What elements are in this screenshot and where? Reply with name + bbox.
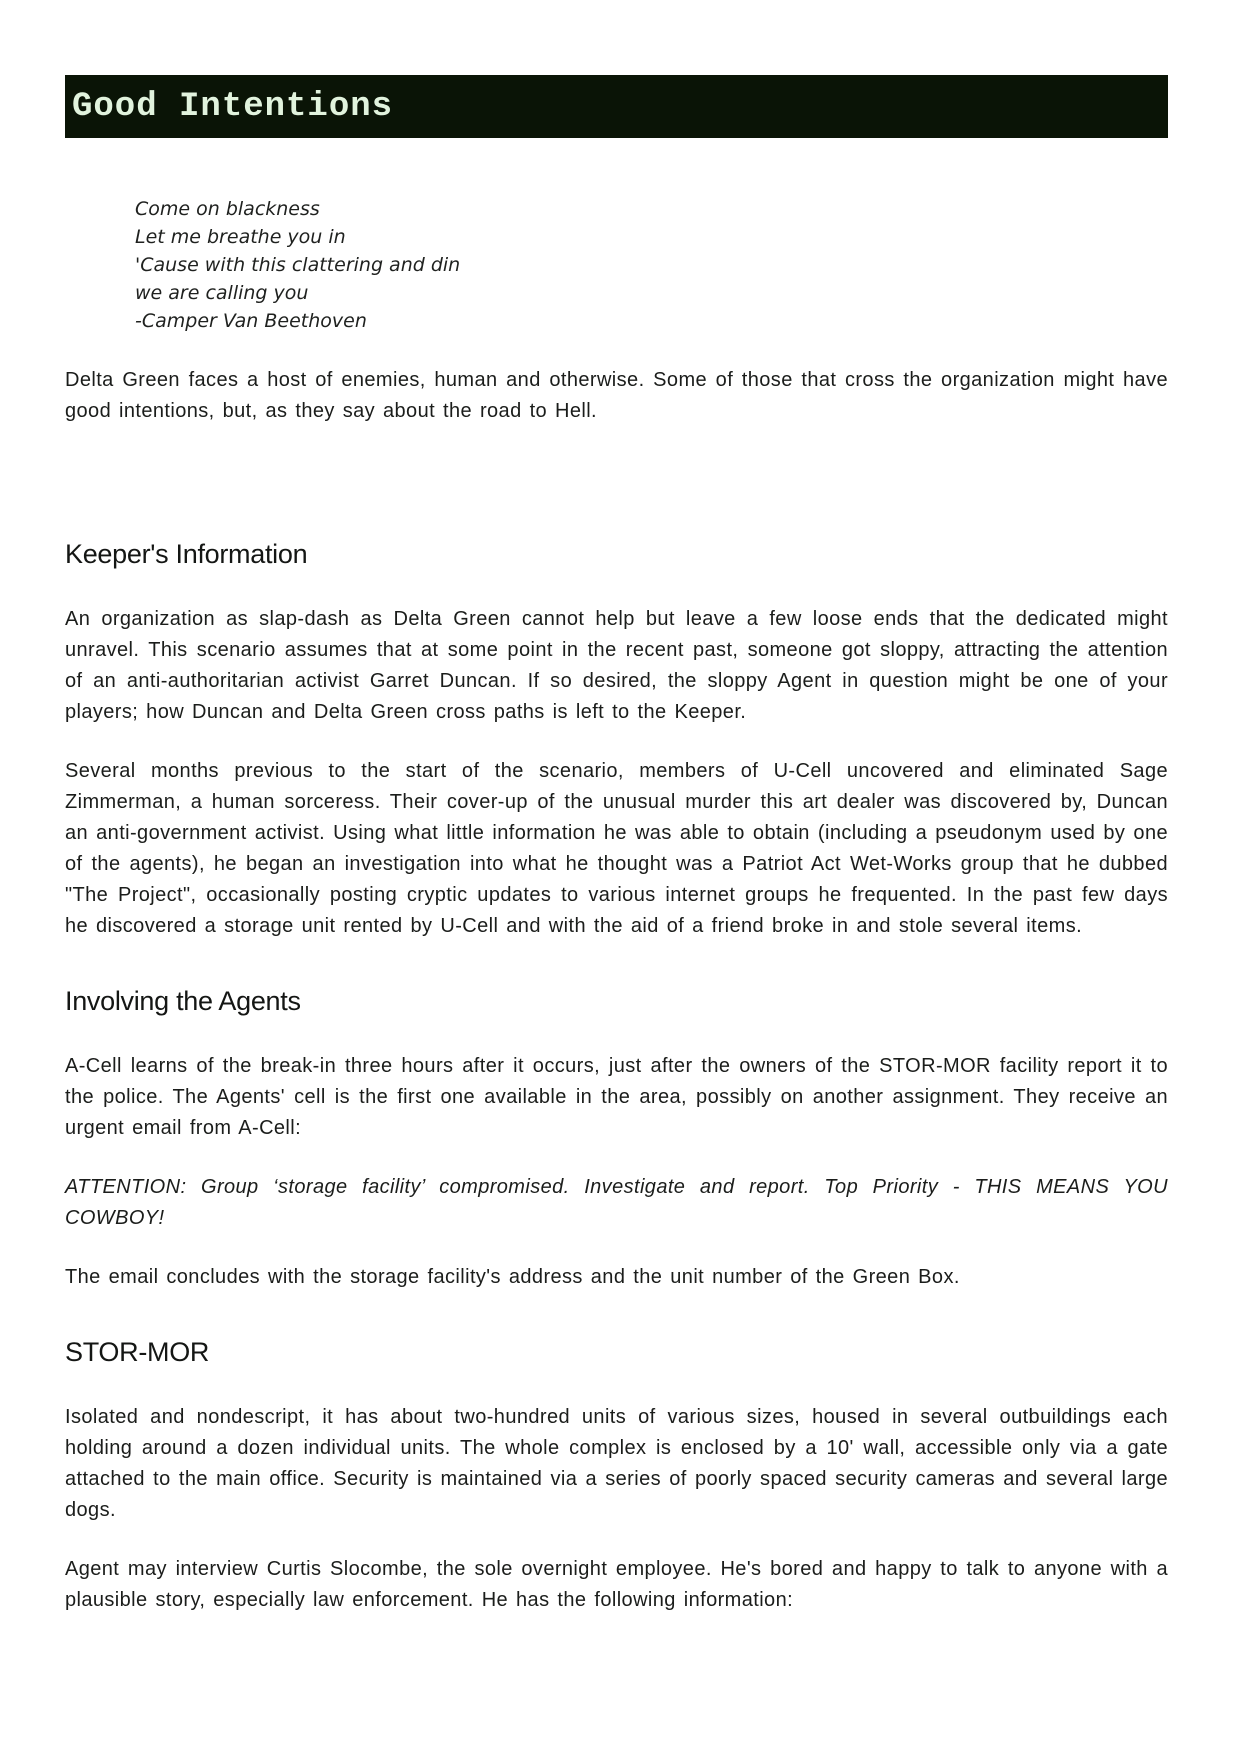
intro-paragraph: Delta Green faces a host of enemies, human and otherwise. Some of those that cross the organization might have good intentions, but, as they say about the road to Hell. <box>65 369 1168 422</box>
epigraph-line-3: 'Cause with this clattering and din <box>135 254 461 276</box>
epigraph <box>135 195 1168 335</box>
document-content <box>65 138 1168 1616</box>
epigraph-line-2: Let me breathe you in <box>135 226 346 248</box>
keepers-information-paragraph-2: Several months previous to the start of the scenario, members of U-Cell uncovered and eliminated Sage Zimmerman, a human sorceress. Their cover-up of the unusual murder this art dealer was discovered by, Duncan an anti-government activist. Using what little information he was able to obtain (including a pseudonym used by one of the agents), he began an investigation into what he thought was a Patriot Act Wet-Works group that he dubbed "The Project", occasionally posting cryptic updates to various internet groups he frequented. In the past few days he discovered a storage unit rented by U-Cell and with the aid of a friend broke in and stole several items. <box>65 760 1168 937</box>
email-conclusion-paragraph: The email concludes with the storage facility's address and the unit number of the Green Box. <box>65 1266 960 1288</box>
title-bar <box>65 75 1168 138</box>
page-title: Good Intentions <box>72 87 394 126</box>
epigraph-attribution: -Camper Van Beethoven <box>135 310 367 332</box>
heading-involving-the-agents: Involving the Agents <box>65 986 301 1016</box>
heading-stor-mor: STOR-MOR <box>65 1337 210 1367</box>
keepers-information-paragraph-1: An organization as slap-dash as Delta Green cannot help but leave a few loose ends that the dedicated might unravel. This scenario assumes that at some point in the recent past, someone got sloppy, attracting the attention of an anti-authoritarian activist Garret Duncan. If so desired, the sloppy Agent in question might be one of your players; how Duncan and Delta Green cross paths is left to the Keeper. <box>65 608 1168 723</box>
stor-mor-paragraph-2: Agent may interview Curtis Slocombe, the sole overnight employee. He's bored and happy to talk to anyone with a plausible story, especially law enforcement. He has the following information: <box>65 1558 1168 1611</box>
a-cell-email-text: ATTENTION: Group ‘storage facility’ compromised. Investigate and report. Top Priority - THIS MEANS YOU COWBOY! <box>65 1176 1168 1229</box>
epigraph-line-4: we are calling you <box>135 282 309 304</box>
epigraph-line-1: Come on blackness <box>135 198 320 220</box>
heading-keepers-information: Keeper's Information <box>65 539 308 569</box>
stor-mor-paragraph-1: Isolated and nondescript, it has about two-hundred units of various sizes, housed in several outbuildings each holding around a dozen individual units. The whole complex is enclosed by a 10' wall, accessible only via a gate attached to the main office. Security is maintained via a series of poorly spaced security cameras and several large dogs. <box>65 1406 1168 1521</box>
involving-agents-paragraph: A-Cell learns of the break-in three hours after it occurs, just after the owners of the STOR-MOR facility report it to the police. The Agents' cell is the first one available in the area, possibly on another assignment. They receive an urgent email from A-Cell: <box>65 1055 1168 1139</box>
